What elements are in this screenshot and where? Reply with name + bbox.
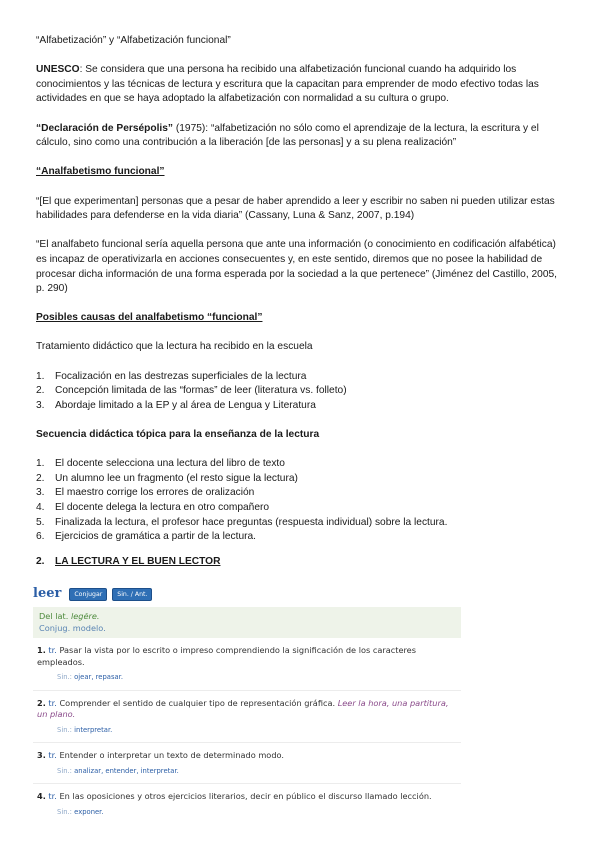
causes-intro: Tratamiento didáctico que la lectura ha recibido en la escuela	[36, 341, 313, 353]
etymology-box: Del lat. legĕre. Conjug. modelo.	[33, 607, 461, 638]
sinonimos-button[interactable]: Sin. / Ant.	[112, 588, 152, 601]
list-item: 5. Finalizada la lectura, el profesor hace preguntas (respuesta individual) sobre la lectura.	[36, 516, 448, 528]
title-line: “Alfabetización” y “Alfabetización funcional”	[36, 35, 231, 46]
list-item: 1. El docente selecciona una lectura del libro de texto	[36, 458, 285, 470]
persepolis-paragraph	[36, 122, 566, 151]
synonyms[interactable]: Sin.: exponer.	[57, 807, 104, 816]
list-item: 1. Focalización en las destrezas superficiales de la lectura	[36, 370, 307, 382]
unesco-paragraph	[36, 63, 566, 107]
sequence-list	[36, 457, 566, 545]
list-item: 6. Ejercicios de gramática a partir de la lectura.	[36, 531, 257, 543]
synonyms[interactable]: Sin.: ojear, repasar.	[57, 673, 123, 681]
dictionary-header	[33, 584, 461, 604]
persepolis-label: “Declaración de Persépolis”	[36, 122, 174, 134]
acepcion-3: 3. tr. Entender o interpretar un texto de determinado modo. Sin.: analizar, entender, interpretar.	[33, 742, 461, 777]
list-item: 2. Un alumno lee un fragmento (el resto sigue la lectura)	[36, 472, 298, 484]
acepcion-1: 1. tr. Pasar la vista por lo escrito o impreso comprendiendo la significación de los caracteres empleados. Sin.: ojear, repasar.	[33, 638, 461, 684]
sequence-heading: Secuencia didáctica tópica para la enseñanza de la lectura	[36, 429, 320, 441]
conjugar-button[interactable]: Conjugar	[69, 588, 107, 601]
synonyms[interactable]: Sin.: interpretar.	[57, 725, 113, 734]
quote-cassany: “[El que experimentan] personas que a pesar de haber aprendido a leer y escribir no saben ni pueden utilizar estas habilidades para defenderse en la vida diaria” (Cassany, Luna & Sanz, 2007, p.194)	[36, 195, 555, 222]
causes-list	[36, 370, 566, 414]
causes-heading: Posibles causas del analfabetismo “funcional”	[36, 312, 263, 324]
unesco-label: UNESCO	[36, 64, 80, 76]
list-item: 4. El docente delega la lectura en otro compañero	[36, 502, 270, 513]
dictionary-entry	[33, 584, 461, 814]
quote-jimenez: “El analfabeto funcional sería aquella persona que ante una información (o conocimiento en codificación alfabética) es incapaz de operativizarla en acciones consecuentes y, en este sentido, diremos que no posee la habilidad de procesar dicha información de una forma esperada por la sociedad a la que pertenece” (Jiménez del Castillo, 2005, p. 290)	[36, 239, 557, 295]
entry-word: leer	[33, 586, 62, 602]
analfabetismo-heading: “Analfabetismo funcional”	[36, 166, 165, 178]
acepcion-2: 2. tr. Comprender el sentido de cualquier tipo de representación gráfica. Leer la hora, una partitura, un plano. Sin.: interpretar.	[33, 690, 461, 737]
section-2-heading: 2. LA LECTURA Y EL BUEN LECTOR	[36, 555, 221, 567]
list-item: 2. Concepción limitada de las “formas” de leer (literatura vs. folleto)	[36, 385, 347, 397]
synonyms[interactable]: Sin.: analizar, entender, interpretar.	[57, 766, 179, 775]
document-body	[36, 34, 566, 569]
acepcion-4: 4. tr. En las oposiciones y otros ejercicios literarios, decir en público el discurso llamado lección. Sin.: exponer.	[33, 783, 461, 818]
list-item: 3. El maestro corrige los errores de oralización	[36, 487, 255, 499]
unesco-text: : Se considera que una persona ha recibido una alfabetización funcional cuando ha adquirido los conocimientos y las técnicas de lectura y escritura que la capacitan para emprender de modo efectivo todas las actividades en que se haya adoptado la alfabetización con normalidad a su cultura o grupo.	[36, 64, 539, 105]
persepolis-text: (1975): “alfabetización no sólo como el aprendizaje de la lectura, la escritura y el cálculo, sino como una contribución a la liberación [de las personas] y a su plena realización”	[36, 122, 539, 149]
list-item: 3. Abordaje limitado a la EP y al área de Lengua y Literatura	[36, 399, 316, 411]
conjugation-model-link[interactable]: Conjug. modelo.	[39, 622, 106, 633]
